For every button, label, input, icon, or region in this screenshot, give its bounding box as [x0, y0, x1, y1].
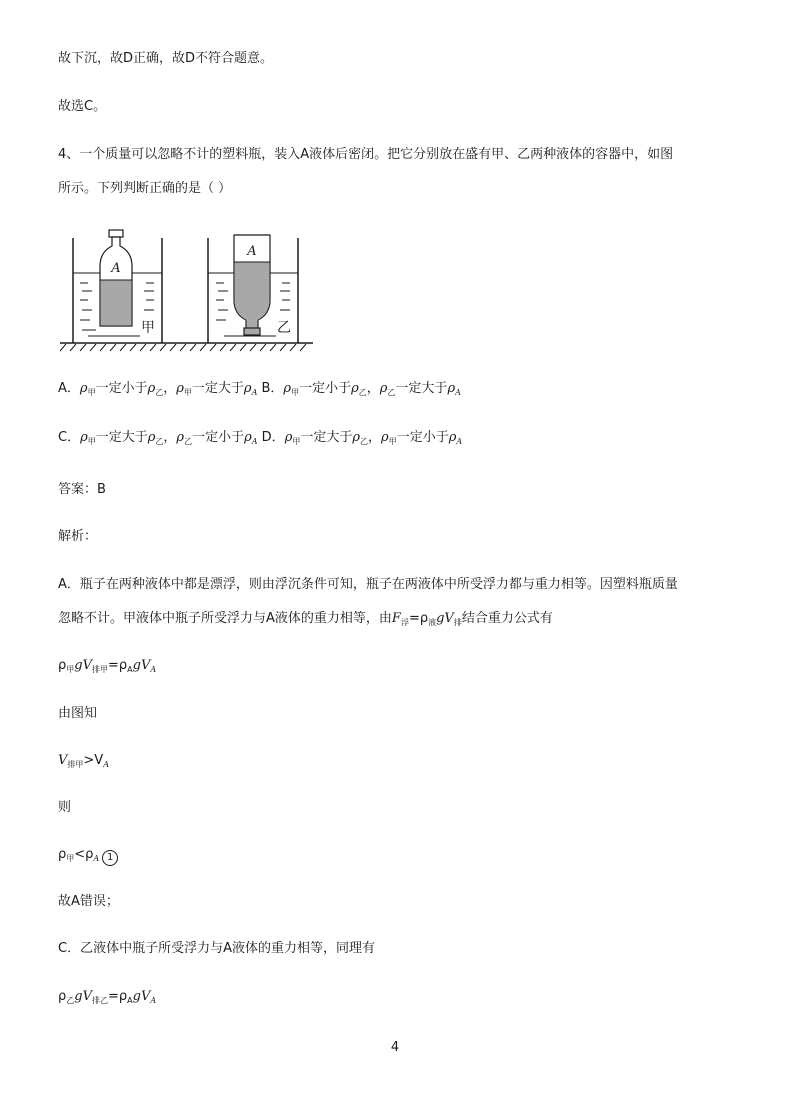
text-line: 故A错误；	[58, 894, 119, 909]
equation-3: $\rho_甲<\rho_A$ 1	[58, 846, 118, 868]
equation-1: $\rho_甲gV_{排甲}=\rho_AgV_A$	[58, 658, 157, 674]
bottle-label-a: A	[111, 261, 121, 276]
question-4-line1: 4、一个质量可以忽略不计的塑料瓶，装入A液体后密闭。把它分别放在盛有甲、乙两种液体的容器中，如图	[58, 147, 674, 162]
text-line: 故下沉，故D正确，故D不符合题意。	[58, 51, 274, 66]
analysis-paragraph: C．乙液体中瓶子所受浮力与A液体的重力相等，同理有	[58, 941, 375, 956]
page-number: 4	[390, 1040, 400, 1055]
option-c[interactable]: C．$\rho_甲$一定大于$\rho_乙$，$\rho_乙$一定小于$\rho_A$	[58, 430, 258, 446]
analysis-paragraph: A．瓶子在两种液体中都是漂浮，则由浮沉条件可知，瓶子在两液体中所受浮力都与重力相等。因塑料瓶质量	[58, 577, 678, 592]
text-line: 故选C。	[58, 99, 107, 114]
question-figure	[58, 228, 318, 353]
option-d[interactable]: D．$\rho_甲$一定大于$\rho_乙$，$\rho_甲$一定小于$\rho_A$	[261, 430, 463, 446]
text-line: 则	[58, 800, 72, 815]
circled-number: 1	[102, 850, 118, 866]
container-jia	[73, 230, 162, 343]
bottle-label-a: A	[247, 244, 257, 259]
analysis-paragraph: 忽略不计。甲液体中瓶子所受浮力与A液体的重力相等，由$F_浮=\rho_液gV_排$结合重力公式有	[58, 611, 553, 627]
text-line: 由图知	[58, 706, 98, 721]
equation-4: $\rho_乙gV_{排乙}=\rho_AgV_A$	[58, 989, 157, 1005]
option-a[interactable]: A．$\rho_甲$一定小于$\rho_乙$，$\rho_甲$一定大于$\rho_A$	[58, 381, 258, 397]
answer: 答案：B	[58, 482, 106, 497]
option-b[interactable]: B．$\rho_甲$一定小于$\rho_乙$，$\rho_乙$一定大于$\rho_A$	[261, 381, 461, 397]
options-cd	[58, 429, 462, 451]
equation-2: $V_{排甲}>V_A$	[58, 753, 109, 769]
container-yi	[208, 235, 298, 343]
container-label-yi: 乙	[277, 320, 291, 336]
question-4-line2: 所示。下列判断正确的是（ ）	[58, 181, 232, 196]
options-ab	[58, 380, 461, 402]
container-label-jia: 甲	[141, 320, 155, 336]
analysis-title: 解析：	[58, 529, 98, 544]
